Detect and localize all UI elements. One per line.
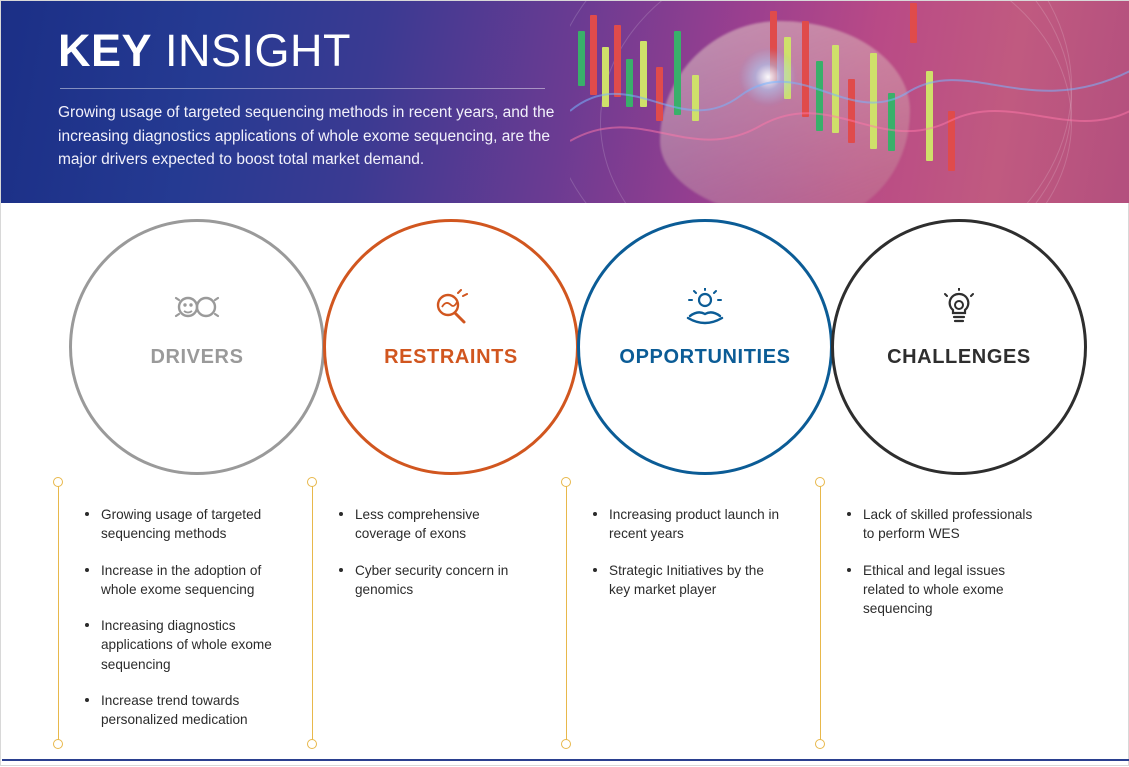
column-rail-opportunities bbox=[561, 477, 573, 749]
banner-photo bbox=[570, 1, 1129, 203]
circle-restraints-content bbox=[326, 284, 576, 369]
bottom-divider bbox=[2, 759, 1129, 761]
rail-dot-top bbox=[307, 477, 317, 487]
list-item: Increasing product launch in recent years bbox=[593, 505, 783, 544]
list-item: Increasing diagnostics applications of whole exome sequencing bbox=[85, 616, 275, 674]
column-rail-challenges bbox=[815, 477, 827, 749]
rail-line bbox=[58, 483, 59, 743]
page-title bbox=[58, 27, 598, 74]
bullet-list-challenges bbox=[847, 505, 1037, 635]
rail-dot-top bbox=[53, 477, 63, 487]
title-divider bbox=[60, 88, 545, 89]
header-banner bbox=[1, 1, 1129, 203]
rail-line bbox=[312, 483, 313, 743]
rail-dot-bottom bbox=[815, 739, 825, 749]
rail-dot-bottom bbox=[307, 739, 317, 749]
rail-line bbox=[820, 483, 821, 743]
page-title-rest: INSIGHT bbox=[152, 25, 352, 76]
circle-drivers[interactable] bbox=[69, 219, 325, 475]
hand-with-idea-icon bbox=[580, 284, 830, 330]
column-rail-restraints bbox=[307, 477, 319, 749]
list-item: Increase in the adoption of whole exome sequencing bbox=[85, 561, 275, 600]
circle-challenges-content bbox=[834, 284, 1084, 369]
circle-opportunities-label: OPPORTUNITIES bbox=[619, 346, 791, 368]
circle-restraints-label: RESTRAINTS bbox=[384, 346, 518, 368]
page-title-bold: KEY bbox=[58, 25, 153, 76]
bullet-list-drivers bbox=[85, 505, 275, 747]
circle-opportunities-content bbox=[580, 284, 830, 369]
magnifier-search-icon bbox=[326, 284, 576, 330]
banner-subtitle: Growing usage of targeted sequencing methods in recent years, and the increasing diagnostics applications of whole exome sequencing, are the major drivers expected to boost total market demand. bbox=[58, 104, 555, 168]
circle-opportunities[interactable] bbox=[577, 219, 833, 475]
list-item: Growing usage of targeted sequencing methods bbox=[85, 505, 275, 544]
bullet-list-opportunities bbox=[593, 505, 783, 616]
rail-dot-bottom bbox=[561, 739, 571, 749]
bullet-list-restraints bbox=[339, 505, 529, 616]
list-item: Less comprehensive coverage of exons bbox=[339, 505, 529, 544]
list-item: Increase trend towards personalized medication bbox=[85, 691, 275, 730]
circle-challenges[interactable] bbox=[831, 219, 1087, 475]
circle-challenges-label: CHALLENGES bbox=[887, 346, 1031, 368]
list-item: Lack of skilled professionals to perform WES bbox=[847, 505, 1037, 544]
bullet-columns bbox=[1, 471, 1129, 767]
list-item: Ethical and legal issues related to whole exome sequencing bbox=[847, 561, 1037, 619]
list-item: Cyber security concern in genomics bbox=[339, 561, 529, 600]
circle-drivers-content bbox=[72, 284, 322, 369]
banner-text-block bbox=[58, 27, 598, 171]
rail-dot-top bbox=[561, 477, 571, 487]
rail-line bbox=[566, 483, 567, 743]
column-rail-drivers bbox=[53, 477, 65, 749]
rail-dot-top bbox=[815, 477, 825, 487]
list-item: Strategic Initiatives by the key market player bbox=[593, 561, 783, 600]
category-circles bbox=[1, 203, 1129, 493]
circle-restraints[interactable] bbox=[323, 219, 579, 475]
gears-icon bbox=[72, 284, 322, 330]
lightbulb-gear-icon bbox=[834, 284, 1084, 330]
circle-drivers-label: DRIVERS bbox=[150, 346, 244, 368]
rail-dot-bottom bbox=[53, 739, 63, 749]
